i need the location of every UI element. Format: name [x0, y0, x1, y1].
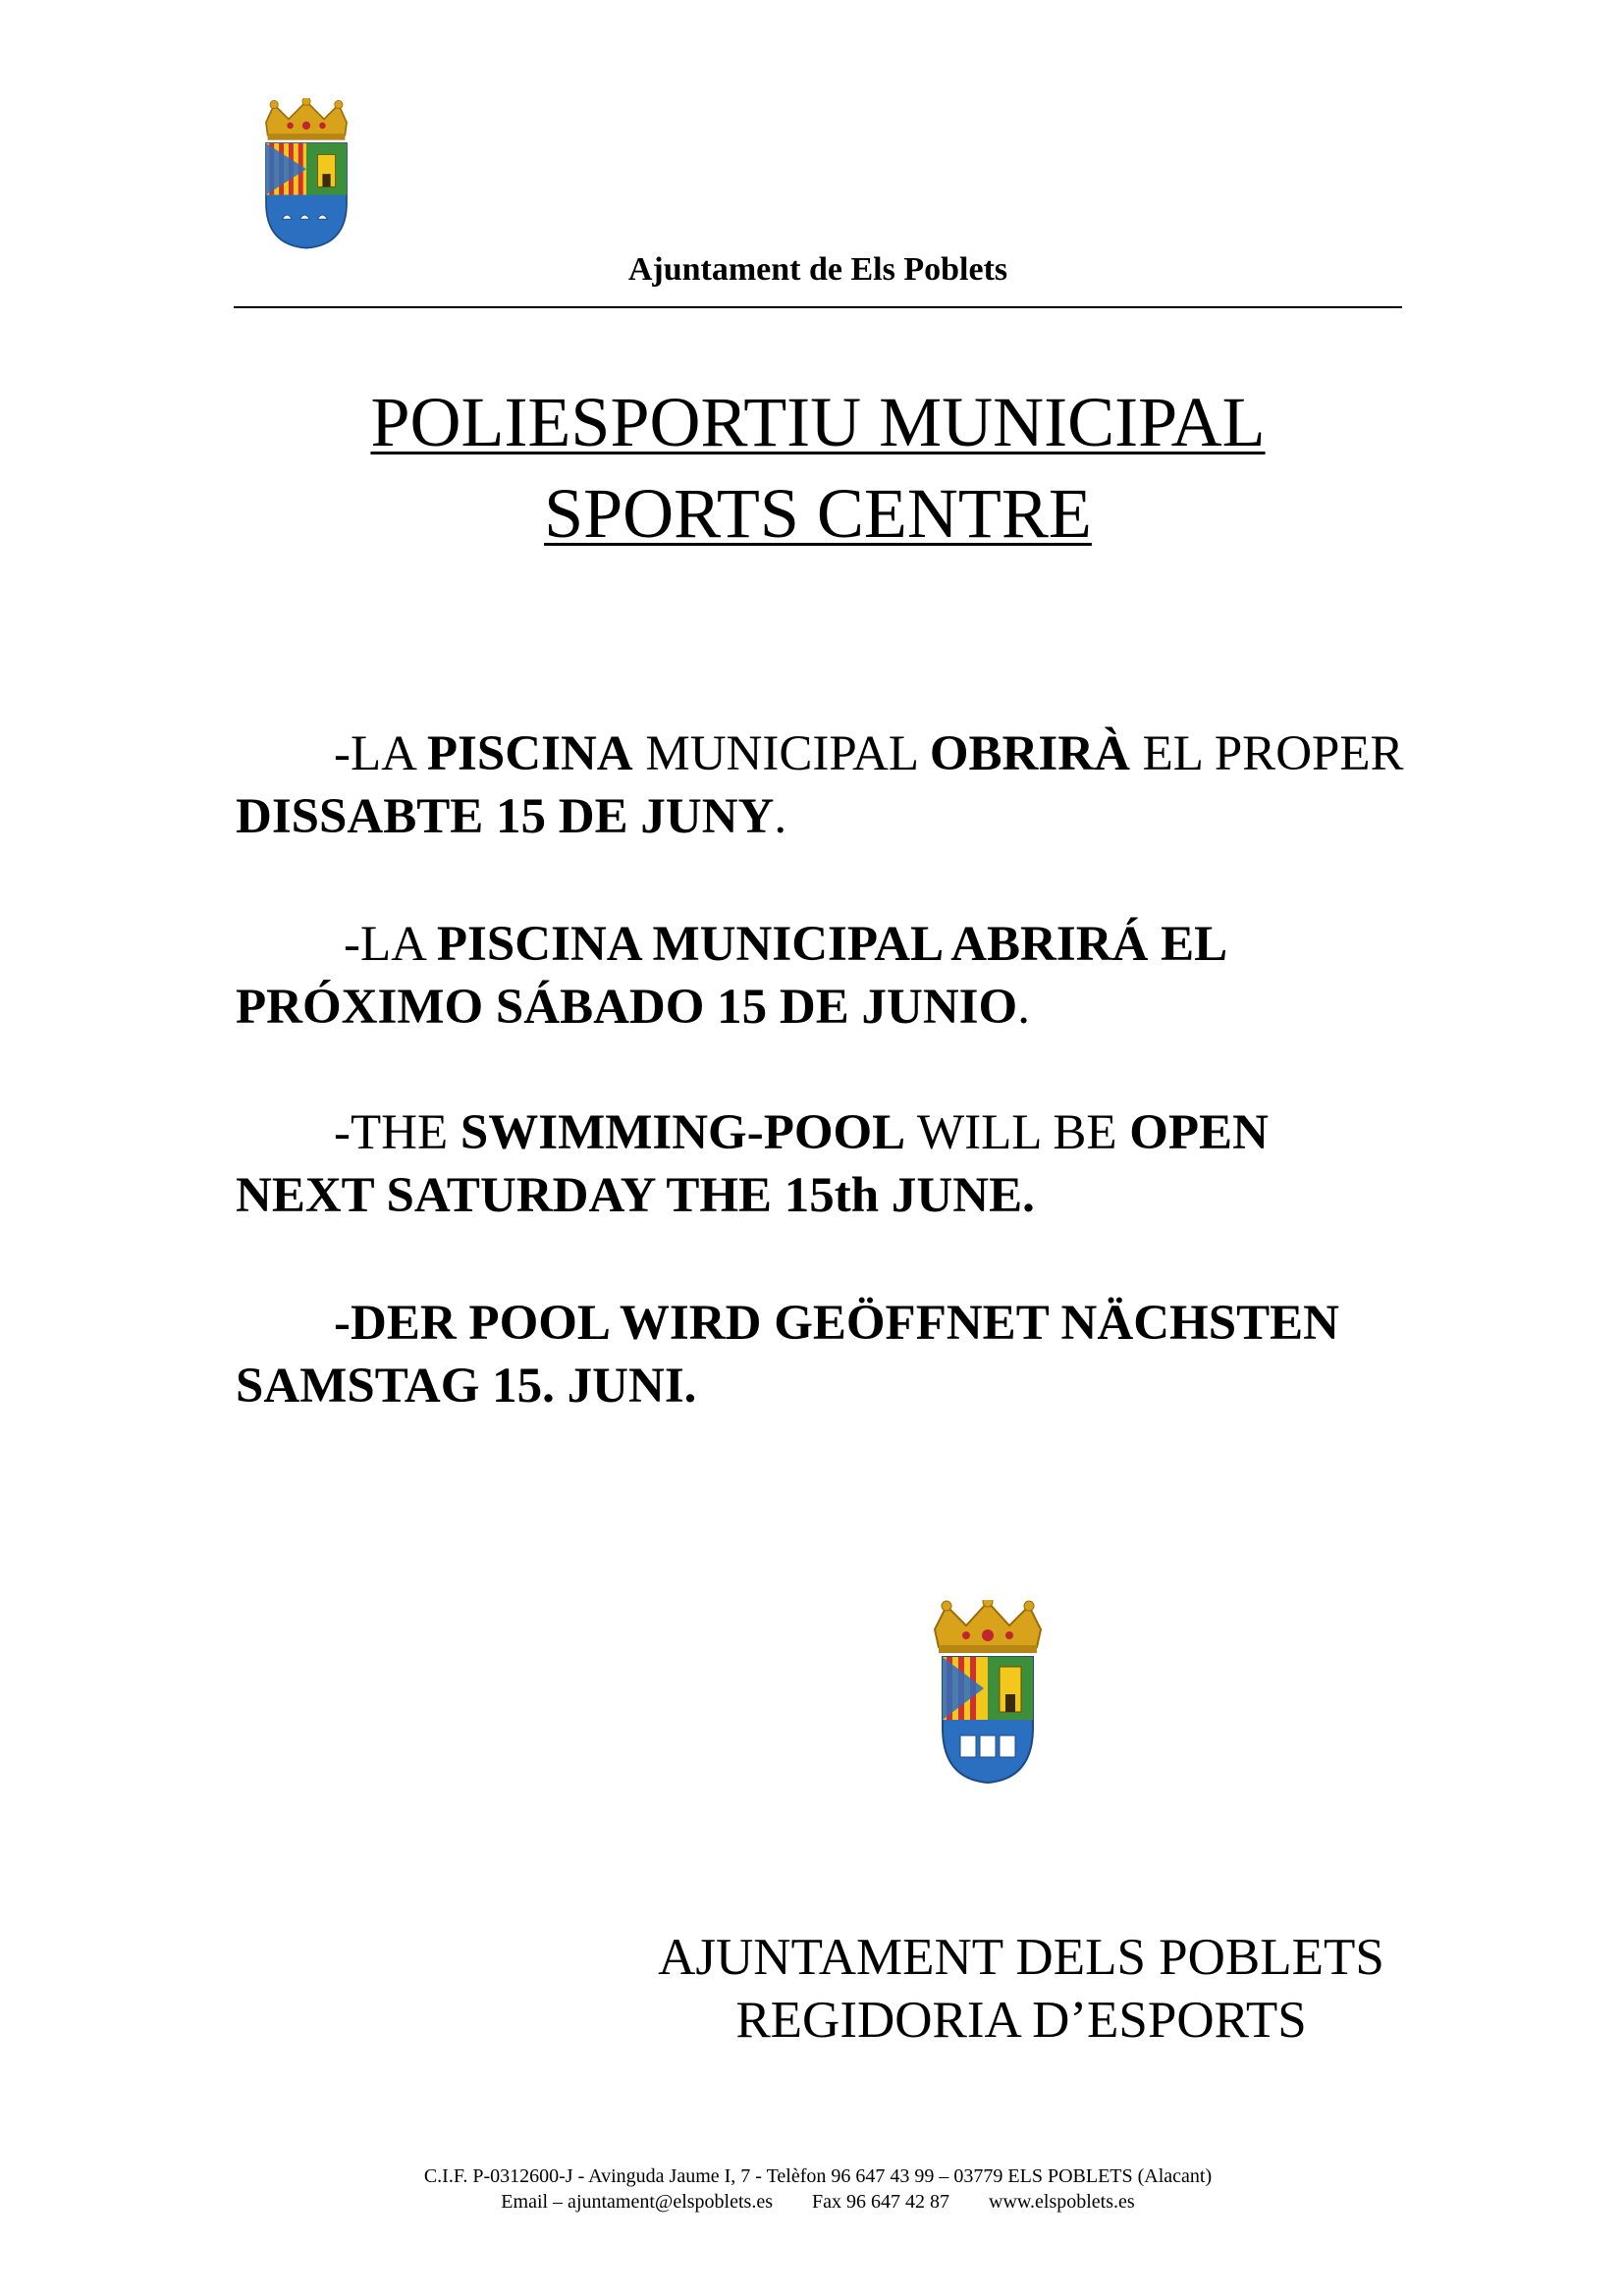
header-divider [234, 306, 1402, 308]
footer-address: C.I.F. P-0312600-J - Avinguda Jaume I, 7 - Telèfon 96 647 43 99 – 03779 ELS POBLETS (Alacant) [423, 2165, 1213, 2187]
coat-of-arms-icon [257, 98, 355, 251]
page-title-line-2: SPORTS CENTRE [544, 474, 1092, 553]
footer-email: Email – ajuntament@elspoblets.es [501, 2191, 773, 2213]
signature-line-1: AJUNTAMENT DELS POBLETS [658, 1929, 1384, 1986]
footer-fax: Fax 96 647 42 87 [812, 2191, 949, 2213]
notice-english: -THE SWIMMING-POOL WILL BE OPEN NEXT SATURDAY THE 15th JUNE. [236, 1105, 1269, 1223]
notice-german: -DER POOL WIRD GEÖFFNET NÄCHSTEN SAMSTAG 15. JUNI. [236, 1296, 1339, 1414]
footer-contact [234, 2192, 1402, 2212]
notice-spanish: -LA PISCINA MUNICIPAL ABRIRÁ EL PRÓXIMO SÁBADO 15 DE JUNIO. [236, 917, 1225, 1035]
signature-line-2: REGIDORIA D’ESPORTS [735, 1992, 1307, 2049]
footer-website: www.elspoblets.es [989, 2191, 1135, 2213]
municipality-header: Ajuntament de Els Poblets [627, 251, 1008, 288]
page-title-line-1: POLIESPORTIU MUNICIPAL [370, 383, 1266, 461]
notice-catalan: -LA PISCINA MUNICIPAL OBRIRÀ EL PROPER DISSABTE 15 DE JUNY. [236, 726, 1404, 844]
coat-of-arms-icon [919, 1600, 1056, 1787]
